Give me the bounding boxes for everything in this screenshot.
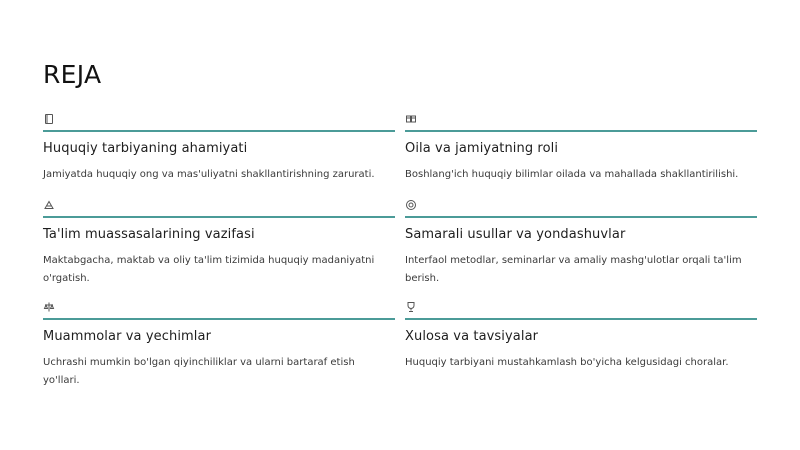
agenda-item bbox=[43, 199, 395, 301]
item-heading: Xulosa va tavsiyalar bbox=[405, 329, 539, 344]
divider bbox=[43, 216, 395, 218]
divider bbox=[43, 130, 395, 132]
scale-icon bbox=[43, 301, 57, 315]
agenda-item bbox=[405, 113, 757, 199]
item-description: Maktabgacha, maktab va oliy ta'lim tizimida huquqiy madaniyatni o'rgatish. bbox=[43, 255, 375, 284]
school-icon bbox=[43, 199, 57, 213]
divider bbox=[405, 216, 757, 218]
item-heading: Ta'lim muassasalarining vazifasi bbox=[43, 227, 255, 242]
agenda-item bbox=[405, 199, 757, 301]
item-description: Huquqiy tarbiyani mustahkamlash bo'yicha kelgusidagi choralar. bbox=[405, 357, 729, 368]
item-heading: Samarali usullar va yondashuvlar bbox=[405, 227, 626, 242]
divider bbox=[405, 130, 757, 132]
item-heading: Huquqiy tarbiyaning ahamiyati bbox=[43, 141, 248, 156]
item-description: Interfaol metodlar, seminarlar va amaliy mashg'ulotlar orqali ta'lim berish. bbox=[405, 255, 742, 284]
divider bbox=[43, 318, 395, 320]
agenda-item bbox=[43, 301, 395, 391]
target-icon bbox=[405, 199, 419, 213]
item-heading: Oila va jamiyatning roli bbox=[405, 141, 559, 156]
agenda-item bbox=[405, 301, 757, 391]
agenda-item bbox=[43, 113, 395, 199]
agenda-grid bbox=[43, 113, 756, 391]
item-description: Boshlang'ich huquqiy bilimlar oilada va mahallada shakllantirilishi. bbox=[405, 169, 739, 180]
item-description: Jamiyatda huquqiy ong va mas'uliyatni shakllantirishning zarurati. bbox=[43, 169, 375, 180]
divider bbox=[405, 318, 757, 320]
item-description: Uchrashi mumkin bo'lgan qiyinchiliklar va ularni bartaraf etish yo'llari. bbox=[43, 357, 355, 386]
book-icon bbox=[43, 113, 57, 127]
family-icon bbox=[405, 113, 419, 127]
slide-title: REJA bbox=[43, 60, 102, 89]
trophy-icon bbox=[405, 301, 419, 315]
item-heading: Muammolar va yechimlar bbox=[43, 329, 212, 344]
